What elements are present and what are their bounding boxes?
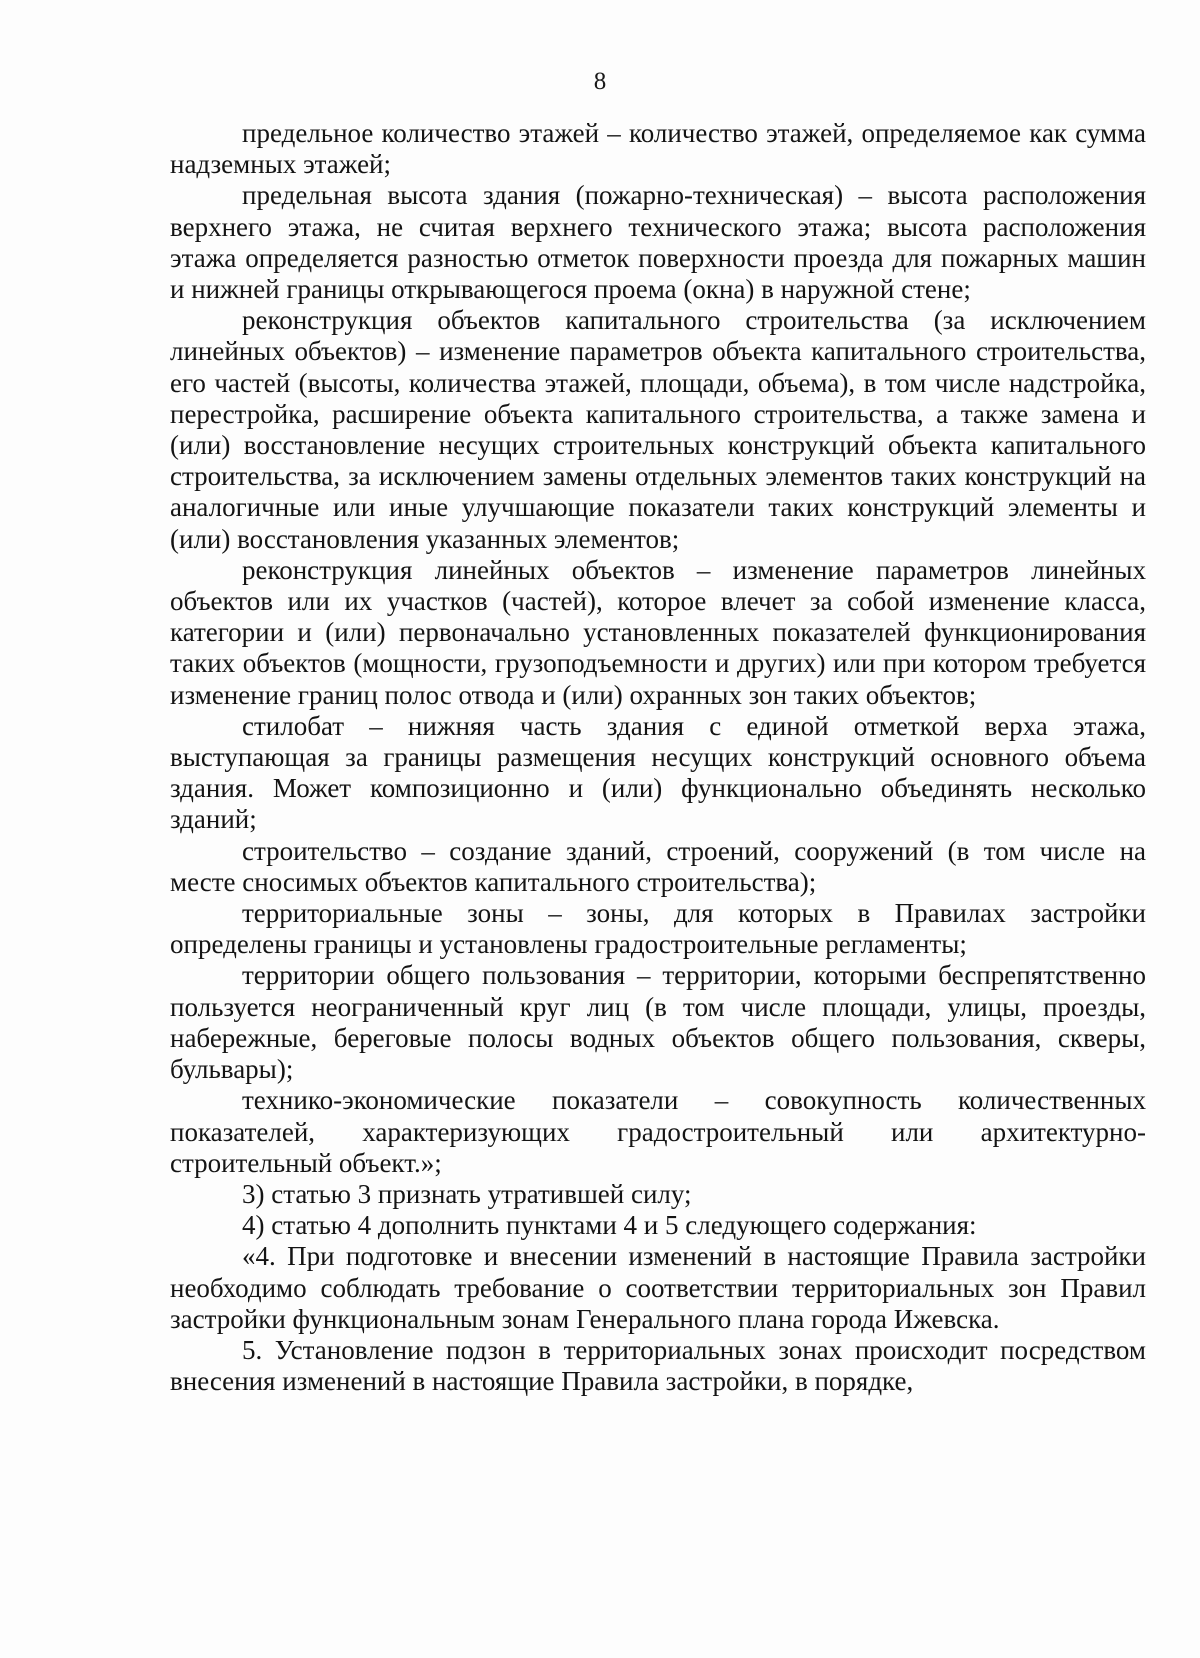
paragraph-item-4: 4) статью 4 дополнить пунктами 4 и 5 следующего содержания: [242,1210,977,1241]
paragraph-construction: строительство – создание зданий, строений, сооружений (в том числе на месте сносимых объектов капитального строительства); [170,835,1146,897]
paragraph-reconstruction-capital: реконструкция объектов капитального строительства (за исключением линейных объектов) – изменение параметров объекта капитального строительства, его частей (высоты, количества этажей, площади, объема), в том числе надстройка, перестройка, расширение объекта капитального строительства, а также замена и (или) восстановление несущих строительных конструкций объекта капитального строительства, за исключением замены отдельных элементов таких конструкций на аналогичные или иные улучшающие показатели таких конструкций элементы и (или) восстановления указанных элементов; [170,305,1146,554]
paragraph-technical-indicators: технико-экономические показатели – совокупность количественных показателей, характеризующих градостроительный или архитектурно-строительный объект.»; [170,1085,1146,1178]
paragraph-clause-5: 5. Установление подзон в территориальных зонах происходит посредством внесения изменений в настоящие Правила застройки, в порядке, [170,1334,1146,1397]
paragraph-reconstruction-linear: реконструкция линейных объектов – изменение параметров линейных объектов или их участков (частей), которое влечет за собой изменение класса, категории и (или) первоначально установленных показателей функционирования таких объектов (мощности, грузоподъемности и других) или при котором требуется изменение границ полос отвода и (или) охранных зон таких объектов; [170,554,1146,710]
page-number: 8 [593,68,607,95]
paragraph-stylobate: стилобат – нижняя часть здания с единой отметкой верха этажа, выступающая за границы размещения несущих конструкций основного объема здания. Может композиционно и (или) функционально объединять несколько зданий; [170,710,1146,835]
paragraph-public-territories: территории общего пользования – территории, которыми беспрепятственно пользуется неограниченный круг лиц (в том числе площади, улицы, проезды, набережные, береговые полосы водных объектов общего пользования, скверы, бульвары); [170,960,1146,1085]
paragraph-item-3: 3) статью 3 признать утратившей силу; [242,1178,692,1209]
paragraph-territorial-zones: территориальные зоны – зоны, для которых в Правилах застройки определены границы и установлены градостроительные регламенты; [170,898,1146,960]
paragraph-clause-4: «4. При подготовке и внесении изменений в настоящие Правила застройки необходимо соблюдать требование о соответствии территориальных зон Правил застройки функциональным зонам Генерального плана города Ижевска. [170,1241,1146,1334]
paragraph-floors-limit: предельное количество этажей – количество этажей, определяемое как сумма надземных этажей; [170,118,1146,180]
paragraph-building-height: предельная высота здания (пожарно-техническая) – высота расположения верхнего этажа, не считая верхнего технического этажа; высота расположения этажа определяется разностью отметок поверхности проезда для пожарных машин и нижней границы открывающегося проема (окна) в наружной стене; [170,180,1146,305]
document-body [170,118,1146,1397]
